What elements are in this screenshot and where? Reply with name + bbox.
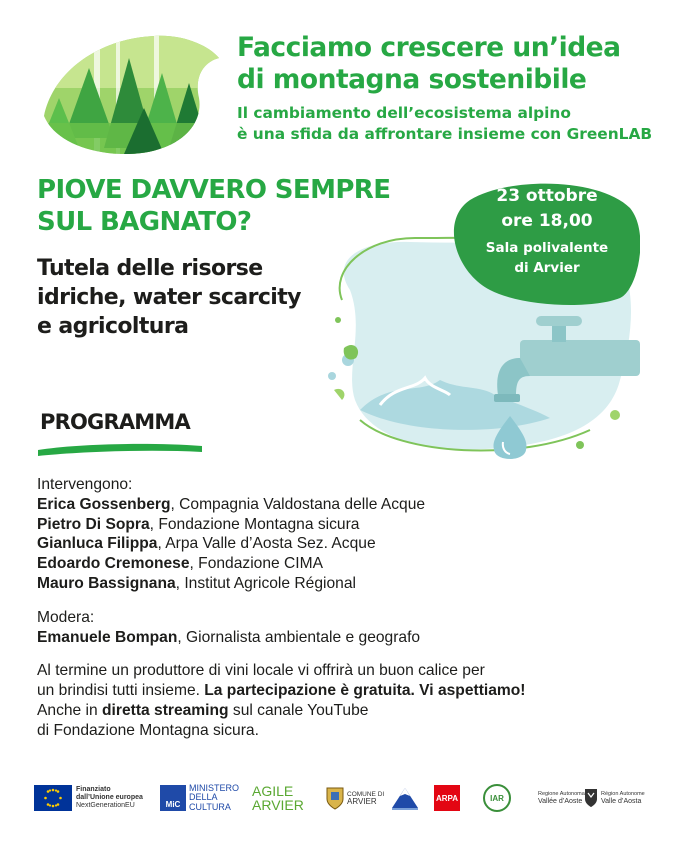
- mic-line-1: MINISTERO: [189, 782, 240, 793]
- agile-line-2: ARVIER: [252, 797, 304, 813]
- speaker-name: Edoardo Cremonese: [37, 555, 190, 573]
- subheadline: [237, 103, 657, 145]
- headline-line-2: di montagna sostenibile: [237, 64, 587, 95]
- regione1-line-2: Vallée d’Aoste: [538, 798, 583, 805]
- speaker-row: [37, 495, 657, 515]
- event-date: 23 ottobre: [496, 186, 598, 206]
- speaker-row: [37, 554, 657, 574]
- closing-line-1: Al termine un produttore di vini locale vi offrirà un buon calice per: [37, 662, 485, 680]
- event-venue-line-2: di Arvier: [514, 260, 580, 276]
- moderator-name: Emanuele Bompan: [37, 628, 178, 646]
- closing-line-3c: sul canale YouTube: [228, 701, 369, 719]
- mountain-icon: [390, 784, 420, 812]
- regione-shield-icon: [584, 788, 598, 808]
- regione2-line-1: Région Autonome: [601, 791, 645, 797]
- closing-line-4: di Fondazione Montagna sicura.: [37, 721, 259, 739]
- moderator-row: [37, 628, 657, 648]
- program-content: [37, 475, 657, 741]
- mic-line-2: DELLA: [189, 792, 218, 803]
- mic-mark: MiC: [160, 785, 186, 811]
- closing-line-3: [37, 701, 657, 721]
- speaker-org: , Fondazione CIMA: [189, 555, 323, 573]
- speaker-row: [37, 515, 657, 535]
- eu-flag-icon: [34, 785, 72, 811]
- comune-arvier-logo: [326, 778, 384, 818]
- iar-mark: IAR: [490, 793, 504, 803]
- arpa-mark: ARPA: [434, 785, 460, 811]
- iar-logo: [482, 778, 512, 818]
- program-heading: PROGRAMMA: [40, 410, 190, 434]
- regione-vda-logo-2: [584, 778, 645, 818]
- eu-line-1: Finanziato: [76, 786, 111, 793]
- subhead-line-1: Il cambiamento dell’ecosistema alpino: [237, 104, 571, 122]
- subhead-line-2: è una sfida da affrontare insieme con GreenLAB: [237, 125, 653, 143]
- event-title-line-1: PIOVE DAVVERO SEMPRE: [37, 175, 391, 205]
- closing-line-2a: un brindisi tutti insieme.: [37, 682, 205, 700]
- eu-logo: [34, 778, 143, 818]
- comune-line-1: COMUNE DI: [347, 791, 385, 798]
- agile-line-1: AGILE: [252, 783, 294, 799]
- event-venue-line-1: Sala polivalente: [485, 240, 609, 256]
- speaker-name: Pietro Di Sopra: [37, 515, 150, 533]
- event-subtitle: [37, 254, 357, 341]
- date-badge: [462, 184, 632, 278]
- speakers-label: Intervengono:: [37, 476, 133, 493]
- montagna-sicura-logo: [390, 778, 420, 818]
- speaker-name: Mauro Bassignana: [37, 574, 176, 592]
- speaker-org: , Arpa Valle d’Aosta Sez. Acque: [157, 535, 376, 553]
- agile-arvier-logo: [252, 778, 304, 818]
- moderator-role: , Giornalista ambientale e geografo: [177, 628, 421, 646]
- coat-of-arms-icon: [326, 786, 344, 810]
- closing-line-3a: Anche in: [37, 701, 103, 719]
- event-title-line-2: SUL BAGNATO?: [37, 207, 252, 237]
- event-time: ore 18,00: [501, 211, 593, 231]
- speaker-org: , Fondazione Montagna sicura: [149, 515, 360, 533]
- headline-line-1: Facciamo crescere un’idea: [237, 32, 621, 63]
- speaker-row: [37, 574, 657, 594]
- headline: [237, 32, 657, 96]
- greenlab-leaf-logo: [34, 28, 224, 158]
- mic-line-3: CULTURA: [189, 801, 231, 812]
- event-subtitle-line-3: e agricoltura: [37, 314, 189, 339]
- speaker-row: [37, 534, 657, 554]
- arpa-logo: [434, 778, 460, 818]
- regione1-line-1: Regione Autonoma: [538, 791, 585, 797]
- regione-vda-logo-1: [538, 778, 585, 818]
- program-underline: [36, 440, 204, 458]
- closing-line-2: [37, 681, 657, 701]
- event-subtitle-line-2: idriche, water scarcity: [37, 285, 301, 310]
- mic-logo: [160, 778, 239, 818]
- comune-line-2: ARVIER: [347, 797, 377, 806]
- moderator-label: Modera:: [37, 608, 95, 626]
- speaker-name: Erica Gossenberg: [37, 495, 171, 513]
- event-subtitle-line-1: Tutela delle risorse: [37, 256, 263, 281]
- speaker-org: , Institut Agricole Régional: [175, 574, 356, 592]
- speaker-name: Gianluca Filippa: [37, 535, 158, 553]
- eu-line-3: NextGenerationEU: [76, 802, 135, 809]
- free-participation: La partecipazione è gratuita. Vi aspettiamo!: [204, 682, 526, 700]
- sponsor-logos: [0, 778, 675, 828]
- speaker-org: , Compagnia Valdostana delle Acque: [170, 495, 426, 513]
- eu-line-2: dall’Unione europea: [76, 794, 143, 801]
- streaming-label: diretta streaming: [102, 701, 229, 719]
- regione2-line-2: Valle d’Aosta: [601, 798, 642, 805]
